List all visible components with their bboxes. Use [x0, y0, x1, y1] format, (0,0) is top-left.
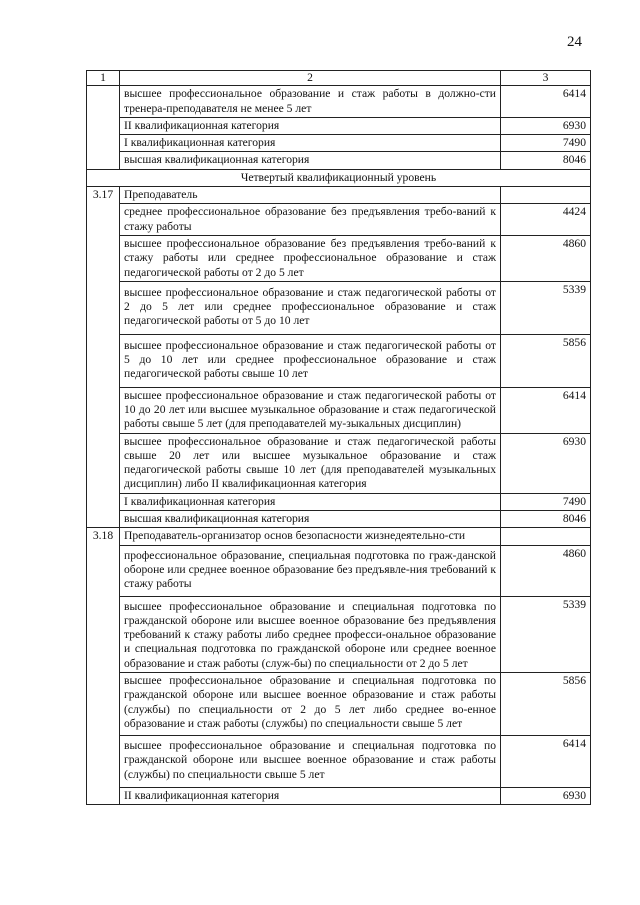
- item-number: 3.17: [87, 187, 120, 528]
- table-header-row: [87, 71, 591, 86]
- item-title: Преподаватель-организатор основ безопасности жизнедеятельно-сти: [120, 528, 501, 545]
- item-title: Преподаватель: [120, 187, 501, 204]
- table-row: [87, 493, 591, 510]
- row-text: II квалификационная категория: [120, 117, 501, 134]
- row-value: 7490: [501, 135, 591, 152]
- row-value: 4860: [501, 545, 591, 596]
- table-row: [87, 135, 591, 152]
- row-text: I квалификационная категория: [120, 135, 501, 152]
- row-value: 6414: [501, 387, 591, 433]
- row-value: 8046: [501, 511, 591, 528]
- table-row: [87, 528, 591, 545]
- row-text: высшая квалификационная категория: [120, 511, 501, 528]
- table-row: [87, 545, 591, 596]
- row-text: высшее профессиональное образование и специальная подготовка по гражданской обороне или высшее военное образование без предъявления требований к стажу работы либо среднее професси-ональное образование и специальная подготовка по гражданской обороне или среднее военное образование и стаж работы (служ-бы) по специальности от 2 до 5 лет: [120, 596, 501, 672]
- table-row: [87, 204, 591, 236]
- row-text: высшее профессиональное образование и стаж педагогической работы свыше 20 лет или высшее музыкальное образование и стаж педагогической работы свыше 10 лет (для преподавателей музыкальных дисциплин) либо II квалификационная категория: [120, 433, 501, 493]
- table-row: [87, 788, 591, 805]
- table-row: [87, 511, 591, 528]
- page-number: 24: [567, 34, 582, 50]
- table-row: [87, 187, 591, 204]
- table-row: [87, 334, 591, 387]
- section-title: Четвертый квалификационный уровень: [87, 169, 591, 186]
- item-number: 3.18: [87, 528, 120, 805]
- row-text: высшее профессиональное образование и стаж педагогической работы от 2 до 5 лет или среднее профессиональное образование и стаж педагогической работы от 5 до 10 лет: [120, 281, 501, 334]
- row-value: 6930: [501, 788, 591, 805]
- table-row: [87, 152, 591, 169]
- empty-value-cell: [501, 187, 591, 204]
- header-col-1: 1: [87, 71, 120, 86]
- row-text: профессиональное образование, специальная подготовка по граж-данской обороне или среднее военное образование без предъявле-ния требований к стажу работы: [120, 545, 501, 596]
- row-value: 5856: [501, 672, 591, 735]
- table-row: [87, 672, 591, 735]
- table-row: [87, 86, 591, 118]
- row-text: среднее профессиональное образование без предъявления требо-ваний к стажу работы: [120, 204, 501, 236]
- table-row: [87, 117, 591, 134]
- row-value: 6930: [501, 433, 591, 493]
- row-text: высшее профессиональное образование и стаж педагогической работы от 10 до 20 лет или высшее музыкальное образование и стаж педагогической работы свыше 5 лет (для преподавателей му-зыкальных дисциплин): [120, 387, 501, 433]
- table-row: [87, 281, 591, 334]
- empty-value-cell: [501, 528, 591, 545]
- row-value: 5339: [501, 596, 591, 672]
- header-col-2: 2: [120, 71, 501, 86]
- table-row: [87, 433, 591, 493]
- row-text: высшая квалификационная категория: [120, 152, 501, 169]
- row-value: 5856: [501, 334, 591, 387]
- row-value: 6930: [501, 117, 591, 134]
- table-row: [87, 736, 591, 788]
- row-text: высшее профессиональное образование и специальная подготовка по гражданской обороне или высшее военное образование и стаж работы (службы) по специальности от 2 до 5 лет либо среднее во-енное образование и стаж работы (службы) по специальности свыше 5 лет: [120, 672, 501, 735]
- row-value: 6414: [501, 86, 591, 118]
- table-row: [87, 235, 591, 281]
- table-row: [87, 387, 591, 433]
- row-value: 7490: [501, 493, 591, 510]
- row-value: 6414: [501, 736, 591, 788]
- row-text: I квалификационная категория: [120, 493, 501, 510]
- row-text: II квалификационная категория: [120, 788, 501, 805]
- salary-table: [86, 70, 591, 805]
- row-value: 4424: [501, 204, 591, 236]
- table-row: [87, 596, 591, 672]
- row-value: 4860: [501, 235, 591, 281]
- row-text: высшее профессиональное образование без предъявления требо-ваний к стажу работы или среднее профессиональное образование и стаж педагогической работы от 2 до 5 лет: [120, 235, 501, 281]
- empty-number-cell: [87, 86, 120, 169]
- row-value: 5339: [501, 281, 591, 334]
- section-row: [87, 169, 591, 186]
- header-col-3: 3: [501, 71, 591, 86]
- row-value: 8046: [501, 152, 591, 169]
- row-text: высшее профессиональное образование и стаж педагогической работы от 5 до 10 лет или среднее профессиональное образование и стаж педагогической работы свыше 10 лет: [120, 334, 501, 387]
- row-text: высшее профессиональное образование и специальная подготовка по гражданской обороне или высшее военное образование и стаж работы (службы) по специальности свыше 5 лет: [120, 736, 501, 788]
- row-text: высшее профессиональное образование и стаж работы в должно-сти тренера-преподавателя не менее 5 лет: [120, 86, 501, 118]
